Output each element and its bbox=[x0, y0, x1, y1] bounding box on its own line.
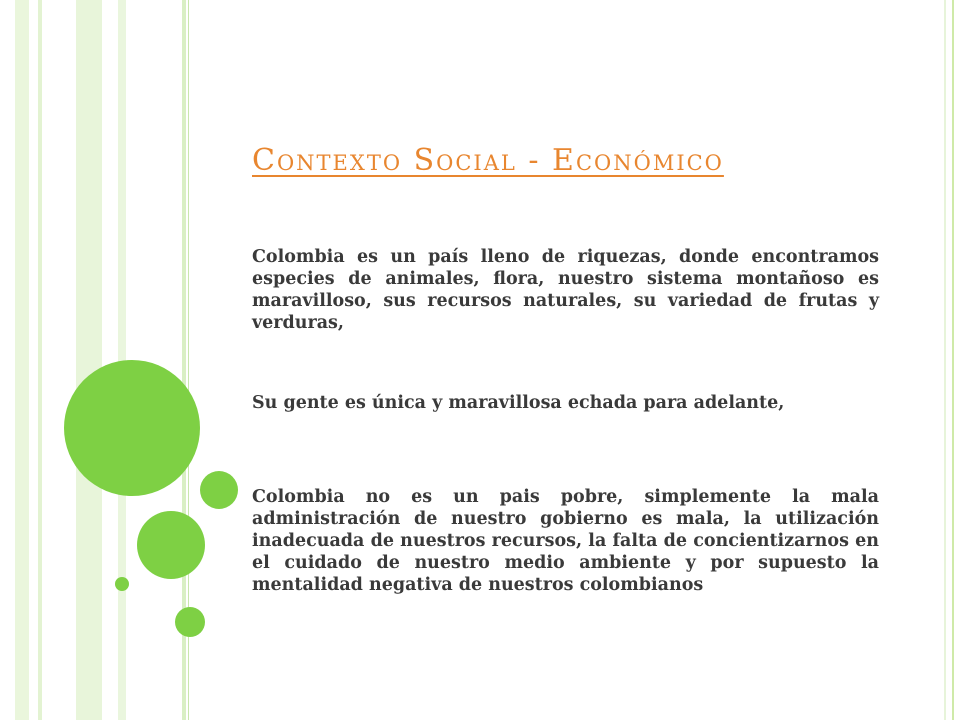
decorative-stripe bbox=[15, 0, 29, 720]
decorative-circle-large bbox=[64, 360, 200, 496]
paragraph-gente: Su gente es única y maravillosa echada para adelante, bbox=[252, 393, 785, 413]
decorative-circle-small bbox=[115, 577, 129, 591]
paragraph-riquezas: Colombia es un país lleno de riquezas, donde encontramos especies de animales, flora, nuestro sistema montañoso es maravilloso, sus recursos naturales, su variedad de frutas y verduras, bbox=[252, 247, 879, 333]
decorative-stripe bbox=[952, 0, 954, 720]
decorative-circle-medium bbox=[200, 471, 238, 509]
decorative-stripe bbox=[38, 0, 42, 720]
decorative-stripe bbox=[944, 0, 946, 720]
decorative-stripe bbox=[76, 0, 102, 720]
paragraph-pais-pobre: Colombia no es un pais pobre, simplemente la mala administración de nuestro gobierno es mala, la utilización inadecuada de nuestros recursos, la falta de concientizarnos en el cuidado de nuestro medio ambiente y por supuesto la mentalidad negativa de nuestros colombianos bbox=[252, 487, 879, 595]
decorative-circle-medium bbox=[137, 511, 205, 579]
decorative-circle-small bbox=[175, 607, 205, 637]
slide-title: Contexto Social - Económico bbox=[252, 143, 724, 178]
